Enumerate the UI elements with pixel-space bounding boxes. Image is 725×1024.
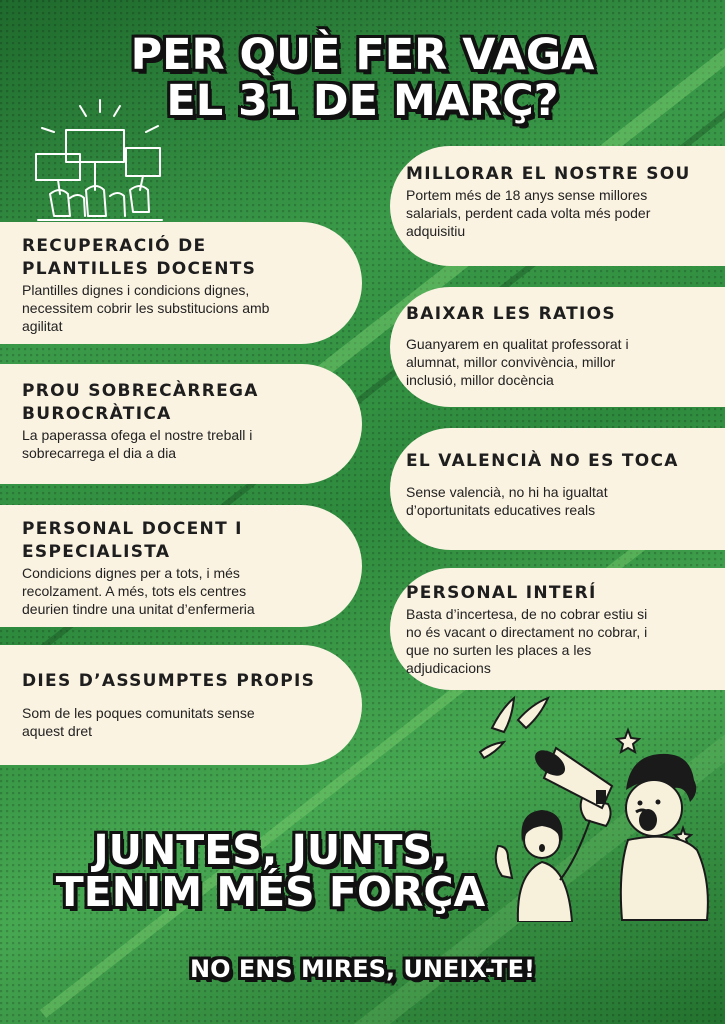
poster-title-line-2: EL 31 DE MARÇ? [166,76,559,126]
reason-heading: DIES D’ASSUMPTES PROPIS [22,671,316,691]
reason-body: Sense valencià, no hi ha igualtat d’oportunitats educatives reals [406,484,608,518]
reason-card-personal-docent [0,505,362,627]
slogan-line-1: JUNTES, JUNTS, [93,826,448,874]
reason-heading: BAIXAR LES RATIOS [406,304,616,324]
reason-body: La paperassa ofega el nostre treball i sobrecarrega el dia a dia [22,427,253,461]
protest-signs-icon [30,98,170,228]
reason-body: Portem més de 18 anys sense millores salarials, perdent cada volta més poder adquisitiu [406,187,651,239]
reason-body: Basta d’incertesa, de no cobrar estiu si no és vacant o directament no cobrar, i que no surten les places a les adjudicacions [406,606,648,676]
reason-heading: PERSONAL DOCENT I ESPECIALISTA [22,519,243,562]
reason-card-dies-propis [0,645,362,765]
reason-body: Condicions dignes per a tots, i més recolzament. A més, tots els centres deurien tindre una unitat d’enfermeria [22,565,255,617]
reason-heading: EL VALENCIÀ NO ES TOCA [406,451,679,471]
reason-card-sou [390,146,725,266]
footer-call-to-action: NO ENS MIRES, UNEIX-TE! [190,955,535,983]
reason-card-recuperacio [0,222,362,344]
poster-title-line-1: PER QUÈ FER VAGA [130,30,595,80]
slogan-line-2: TENIM MÉS FORÇA [55,868,486,916]
reason-card-valencia [390,428,725,550]
reason-heading: MILLORAR EL NOSTRE SOU [406,164,691,184]
reason-body: Plantilles dignes i condicions dignes, necessitem cobrir les substitucions amb agilitat [22,282,270,334]
reason-card-burocracia [0,364,362,484]
reason-heading: PERSONAL INTERÍ [406,583,597,603]
reason-heading: RECUPERACIÓ DE PLANTILLES DOCENTS [22,236,257,279]
reason-heading: PROU SOBRECÀRREGA BUROCRÀTICA [22,381,259,424]
reason-body: Guanyarem en qualitat professorat i alumnat, millor convivència, millor inclusió, millor docència [406,336,629,388]
reason-body: Som de les poques comunitats sense aquest dret [22,705,255,739]
reason-card-personal-interi [390,568,725,690]
reason-card-ratios [390,287,725,407]
